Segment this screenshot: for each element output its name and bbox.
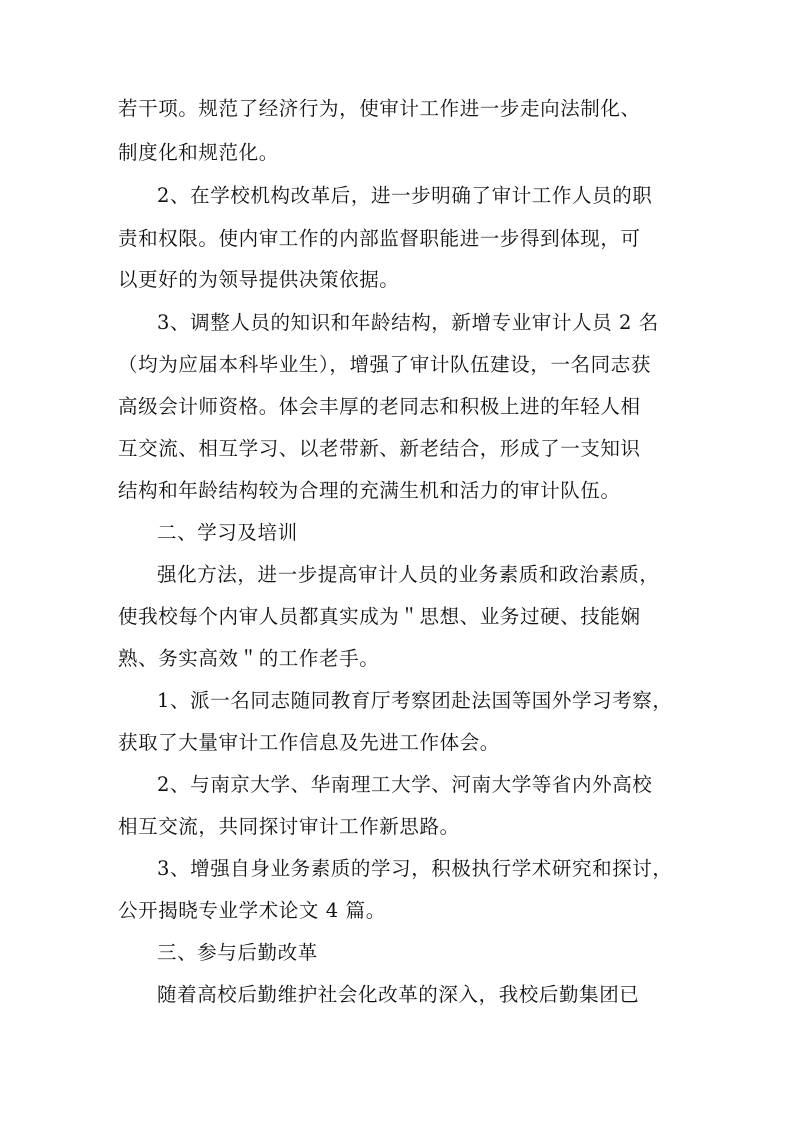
text-line: 若干项。规范了经济行为，使审计工作进一步走向法制化、 <box>118 97 641 120</box>
text-line: 制度化和规范化。 <box>118 141 279 164</box>
text-line: 2、与南京大学、华南理工大学、河南大学等省内外高校 <box>157 773 653 796</box>
text-line: 使我校每个内审人员都真实成为＂思想、业务过硬、技能娴 <box>118 605 641 628</box>
text-line: 高级会计师资格。体会丰厚的老同志和积极上进的年轻人相 <box>118 395 641 418</box>
text-line: 2、在学校机构改革后，进一步明确了审计工作人员的职 <box>157 184 653 207</box>
text-line: 熟、务实高效＂的工作老手。 <box>118 647 380 670</box>
text-line: 获取了大量审计工作信息及先进工作体会。 <box>118 731 500 754</box>
text-line: 结构和年龄结构较为合理的充满生机和活力的审计队伍。 <box>118 479 621 502</box>
text-line: 公开揭晓专业学术论文 4 篇。 <box>118 899 386 922</box>
text-line: 1、派一名同志随同教育厅考察团赴法国等国外学习考察， <box>157 689 673 712</box>
section-heading: 二、学习及培训 <box>157 521 298 544</box>
text-line: 以更好的为领导提供决策依据。 <box>118 268 400 291</box>
text-line: 相互交流，共同探讨审计工作新思路。 <box>118 815 460 838</box>
section-heading: 三、参与后勤改革 <box>157 941 318 964</box>
text-line: 随着高校后勤维护社会化改革的深入，我校后勤集团已 <box>157 983 640 1006</box>
text-line: 强化方法，进一步提高审计人员的业务素质和政治素质， <box>157 563 660 586</box>
text-line: （均为应届本科毕业生），增强了审计队伍建设，一名同志获 <box>118 353 651 376</box>
text-line: 互交流、相互学习、以老带新、新老结合，形成了一支知识 <box>118 437 641 460</box>
text-line: 3、调整人员的知识和年龄结构，新增专业审计人员 2 名 <box>157 311 659 334</box>
text-line: 3、增强自身业务素质的学习，积极执行学术研究和探讨， <box>157 857 673 880</box>
text-line: 责和权限。使内审工作的内部监督职能进一步得到体现，可 <box>118 227 641 250</box>
